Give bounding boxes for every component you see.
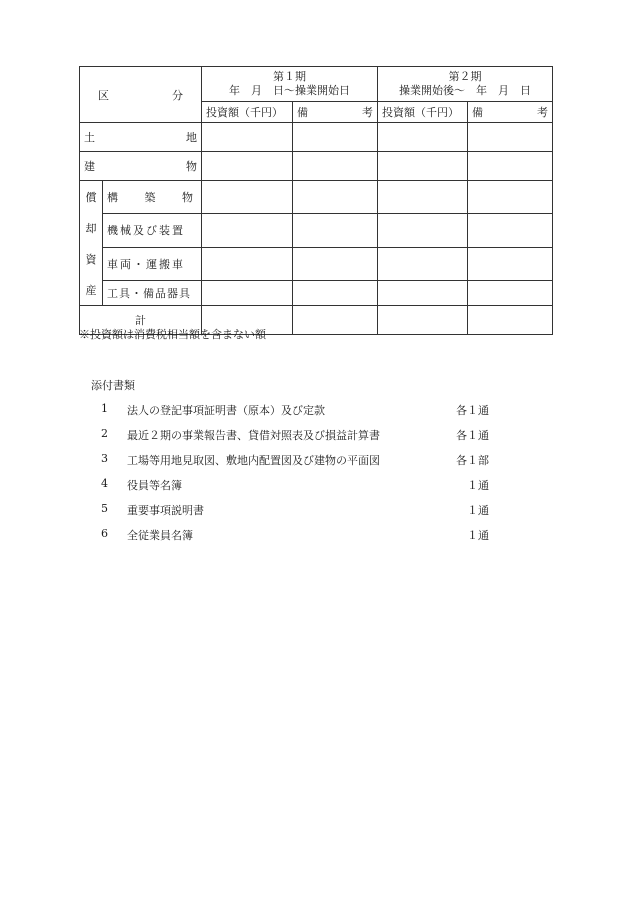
cell [378,214,468,247]
cell [378,152,468,181]
attachment-quantity: 各１部 [456,454,489,467]
list-item [101,477,489,502]
attachment-number: 1 [101,402,108,415]
period2-range: 操業開始後～ 年 月 日 [399,84,531,97]
cell [468,214,553,247]
attachment-quantity: １通 [467,479,489,492]
list-item [101,427,489,452]
attachment-quantity: １通 [467,529,489,542]
table-row-structures [80,181,553,214]
attachments-list [101,402,489,552]
cell [293,123,378,152]
cell [202,280,293,305]
cell [468,181,553,214]
row-label-tools: 工具・備品器具 [103,280,202,305]
period2-remarks-header: 備 考 [468,102,553,123]
attachments-title: 添付書類 [91,379,135,392]
row-label-structures: 構 築 物 [103,181,202,214]
period1-range: 年 月 日～操業開始日 [229,84,350,97]
attachment-text: 工場等用地見取図、敷地内配置図及び建物の平面図 [127,454,380,467]
attachment-quantity: 各１通 [456,429,489,442]
cell [468,123,553,152]
cell [202,214,293,247]
category-label-left: 区 [98,88,109,102]
category-label-right: 分 [172,88,183,102]
cell [293,247,378,280]
table-row-land [80,123,553,152]
cell [468,152,553,181]
attachment-text: 重要事項説明書 [127,504,204,517]
attachment-quantity: １通 [467,504,489,517]
cell [293,152,378,181]
list-item [101,402,489,427]
attachment-number: 5 [101,502,108,515]
cell [378,280,468,305]
attachment-text: 最近２期の事業報告書、貸借対照表及び損益計算書 [127,429,380,442]
cell [468,280,553,305]
attachment-number: 2 [101,427,108,440]
attachment-text: 全従業員名簿 [127,529,193,542]
tax-note: ※投資額は消費税相当額を含まない額 [79,328,266,341]
table-row-tools [80,280,553,305]
cell [293,181,378,214]
period2-header [378,67,553,102]
list-item [101,452,489,477]
period1-title: 第１期 [273,70,306,83]
period1-investment-header: 投資額（千円） [202,102,293,123]
row-label-total: 計 [80,306,202,335]
attachment-number: 3 [101,452,108,465]
cell [378,247,468,280]
list-item [101,502,489,527]
cell [293,306,378,335]
table-row-building [80,152,553,181]
attachment-number: 4 [101,477,108,490]
period2-title: 第２期 [448,70,482,83]
period1-remarks-header: 備 考 [293,102,378,123]
row-label-machinery: 機械及び装置 [103,214,202,247]
cell [378,181,468,214]
attachment-text: 役員等名簿 [127,479,182,492]
cell [378,123,468,152]
cell [202,152,293,181]
table-row-vehicles [80,247,553,280]
attachment-quantity: 各１通 [456,404,489,417]
cell [378,306,468,335]
row-label-land: 土 地 [80,123,202,152]
period1-header [202,67,378,102]
category-header [80,67,202,123]
list-item [101,527,489,552]
cell [202,181,293,214]
attachment-number: 6 [101,527,108,540]
table-row-machinery [80,214,553,247]
cell [202,123,293,152]
row-label-building: 建 物 [80,152,202,181]
period2-investment-header: 投資額（千円） [378,102,468,123]
cell [293,280,378,305]
cell [293,214,378,247]
attachment-text: 法人の登記事項証明書（原本）及び定款 [127,404,325,417]
depreciable-assets-label: 償 却 資 産 [80,181,103,306]
cell [202,247,293,280]
investment-table [79,66,553,335]
cell [468,306,553,335]
row-label-vehicles: 車両・運搬車 [103,247,202,280]
cell [468,247,553,280]
